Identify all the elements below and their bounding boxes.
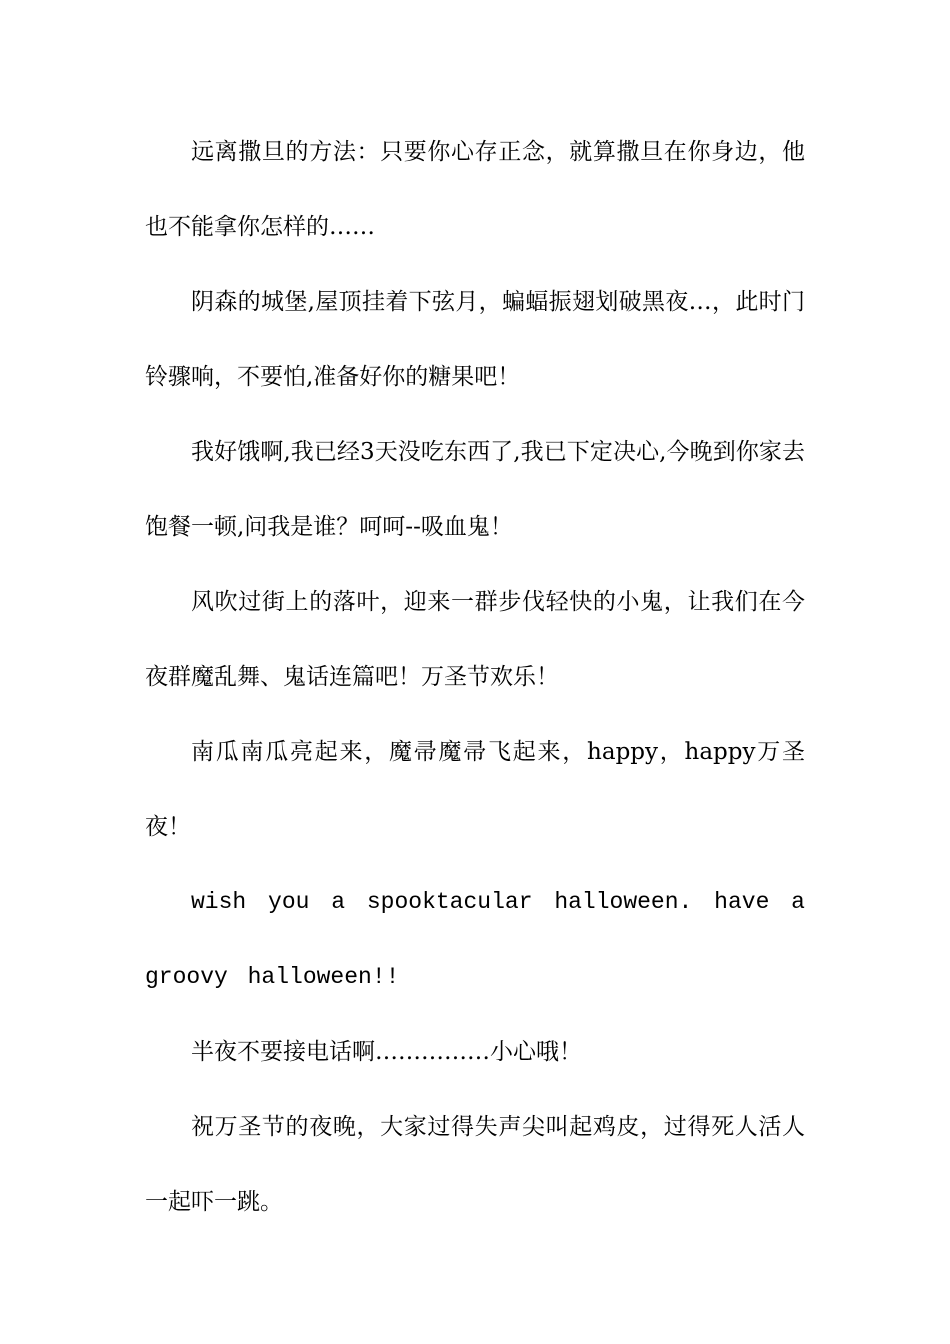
paragraph-vampire: 我好饿啊,我已经3天没吃东西了,我已下定决心,今晚到你家去饱餐一顿,问我是谁？呵呵--吸血鬼！ <box>145 439 805 540</box>
paragraph-satan: 远离撒旦的方法：只要你心存正念，就算撒旦在你身边，他也不能拿你怎样的…… <box>145 139 805 240</box>
paragraph-english-wish: wish you a spooktacular halloween. have a groovy halloween!! <box>145 889 805 990</box>
paragraph-pumpkin: 南瓜南瓜亮起来，魔帚魔帚飞起来，happy，happy万圣夜！ <box>145 739 805 840</box>
document-body <box>145 115 805 1240</box>
paragraph-leaves: 风吹过街上的落叶，迎来一群步伐轻快的小鬼，让我们在今夜群魔乱舞、鬼话连篇吧！万圣节欢乐！ <box>145 589 805 690</box>
paragraph-phone: 半夜不要接电话啊……………小心哦！ <box>191 1039 582 1065</box>
paragraph-blessing: 祝万圣节的夜晚，大家过得失声尖叫起鸡皮，过得死人活人一起吓一跳。 <box>145 1114 805 1215</box>
paragraph-castle: 阴森的城堡,屋顶挂着下弦月，蝙蝠振翅划破黑夜…，此时门铃骤响，不要怕,准备好你的糖果吧！ <box>145 289 805 390</box>
